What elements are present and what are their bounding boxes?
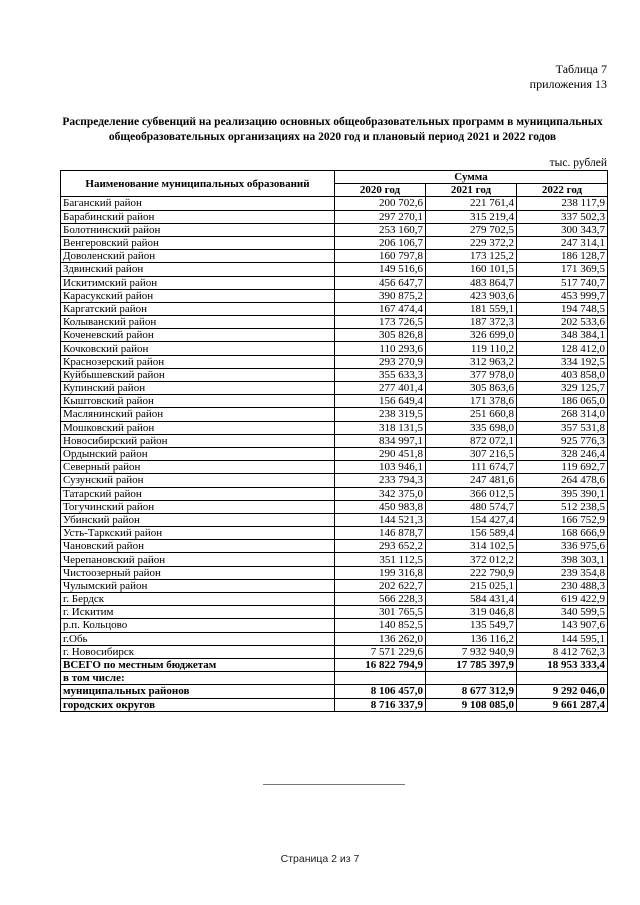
value-2022: 328 246,4 <box>517 447 608 460</box>
municipality-name: р.п. Кольцово <box>61 619 335 632</box>
value-2021: 584 431,4 <box>426 593 517 606</box>
value-2021: 173 125,2 <box>426 250 517 263</box>
value-2022: 329 125,7 <box>517 382 608 395</box>
value-2020: 290 451,8 <box>335 447 426 460</box>
value-2020: 293 652,2 <box>335 540 426 553</box>
value-2021: 872 072,1 <box>426 434 517 447</box>
municipal-districts-2020: 8 106 457,0 <box>335 685 426 698</box>
value-2020: 206 106,7 <box>335 236 426 249</box>
value-2021: 229 372,2 <box>426 236 517 249</box>
value-2020: 342 375,0 <box>335 487 426 500</box>
value-2021: 215 025,1 <box>426 579 517 592</box>
table-row <box>61 368 608 381</box>
total-2020: 16 822 794,9 <box>335 658 426 671</box>
table-row <box>61 250 608 263</box>
value-2020: 297 270,1 <box>335 210 426 223</box>
value-2020: 149 516,6 <box>335 263 426 276</box>
value-2022: 202 533,6 <box>517 316 608 329</box>
table-row <box>61 513 608 526</box>
value-2021: 7 932 940,9 <box>426 645 517 658</box>
value-2022: 925 776,3 <box>517 434 608 447</box>
municipal-districts-2021: 8 677 312,9 <box>426 685 517 698</box>
value-2020: 167 474,4 <box>335 302 426 315</box>
including-label: в том числе: <box>61 672 335 685</box>
table-row <box>61 355 608 368</box>
value-2022: 238 117,9 <box>517 197 608 210</box>
value-2022: 119 692,7 <box>517 461 608 474</box>
table-row <box>61 566 608 579</box>
table-row <box>61 474 608 487</box>
value-2020: 456 647,7 <box>335 276 426 289</box>
value-2020: 253 160,7 <box>335 223 426 236</box>
table-row <box>61 606 608 619</box>
document-title: Распределение субвенций на реализацию основных общеобразовательных программ в муниципальных общеобразовательных организациях на 2020 год и плановый период 2021 и 2022 годов <box>62 116 603 143</box>
value-2022: 619 422,9 <box>517 593 608 606</box>
value-2021: 187 372,3 <box>426 316 517 329</box>
municipality-name: Колыванский район <box>61 316 335 329</box>
value-2022: 186 065,0 <box>517 395 608 408</box>
value-2021: 305 863,6 <box>426 382 517 395</box>
appendix-number: приложения 13 <box>529 77 607 91</box>
value-2021: 312 963,2 <box>426 355 517 368</box>
column-header-2022: 2022 год <box>517 184 608 197</box>
value-2020: 293 270,9 <box>335 355 426 368</box>
municipality-name: Северный район <box>61 461 335 474</box>
municipality-name: Искитимский район <box>61 276 335 289</box>
table-row <box>61 236 608 249</box>
municipality-name: Новосибирский район <box>61 434 335 447</box>
value-2020: 301 765,5 <box>335 606 426 619</box>
municipality-name: Чистоозерный район <box>61 566 335 579</box>
total-2021: 17 785 397,9 <box>426 658 517 671</box>
value-2022: 194 748,5 <box>517 302 608 315</box>
value-2021: 335 698,0 <box>426 421 517 434</box>
value-2022: 512 238,5 <box>517 500 608 513</box>
municipality-name: Болотнинский район <box>61 223 335 236</box>
table-row <box>61 421 608 434</box>
table-row <box>61 461 608 474</box>
value-2021: 372 012,2 <box>426 553 517 566</box>
value-2022: 128 412,0 <box>517 342 608 355</box>
urban-districts-2021: 9 108 085,0 <box>426 698 517 711</box>
municipality-name: г.Обь <box>61 632 335 645</box>
value-2020: 277 401,4 <box>335 382 426 395</box>
municipality-name: Куйбышевский район <box>61 368 335 381</box>
value-2020: 103 946,1 <box>335 461 426 474</box>
value-2021: 221 761,4 <box>426 197 517 210</box>
table-row <box>61 540 608 553</box>
value-2020: 160 797,8 <box>335 250 426 263</box>
page-number: Страница 2 из 7 <box>280 853 360 865</box>
value-2021: 160 101,5 <box>426 263 517 276</box>
column-header-sum: Сумма <box>335 171 608 184</box>
table-row <box>61 632 608 645</box>
municipality-name: Убинский район <box>61 513 335 526</box>
table-row <box>61 487 608 500</box>
table-row <box>61 223 608 236</box>
table-row <box>61 210 608 223</box>
value-2022: 334 192,5 <box>517 355 608 368</box>
value-2021: 111 674,7 <box>426 461 517 474</box>
municipality-name: Татарский район <box>61 487 335 500</box>
value-2020: 199 316,8 <box>335 566 426 579</box>
urban-districts-2022: 9 661 287,4 <box>517 698 608 711</box>
value-2021: 136 116,2 <box>426 632 517 645</box>
municipality-name: Чулымский район <box>61 579 335 592</box>
footnote-divider <box>263 784 405 785</box>
value-2021: 119 110,2 <box>426 342 517 355</box>
table-row <box>61 289 608 302</box>
value-2022: 340 599,5 <box>517 606 608 619</box>
value-2020: 305 826,8 <box>335 329 426 342</box>
municipality-name: Баганский район <box>61 197 335 210</box>
table-row <box>61 593 608 606</box>
table-totals <box>61 658 608 711</box>
municipality-name: Черепановский район <box>61 553 335 566</box>
value-2020: 355 633,3 <box>335 368 426 381</box>
subvention-table <box>60 170 608 712</box>
municipal-districts-label: муниципальных районов <box>61 685 335 698</box>
value-2022: 247 314,1 <box>517 236 608 249</box>
value-2020: 144 521,3 <box>335 513 426 526</box>
table-row <box>61 329 608 342</box>
municipality-name: Сузунский район <box>61 474 335 487</box>
value-2021: 279 702,5 <box>426 223 517 236</box>
value-2020: 136 262,0 <box>335 632 426 645</box>
value-2020: 173 726,5 <box>335 316 426 329</box>
value-2021: 315 219,4 <box>426 210 517 223</box>
municipality-name: Доволенский район <box>61 250 335 263</box>
value-2022: 453 999,7 <box>517 289 608 302</box>
table-row <box>61 408 608 421</box>
table-row <box>61 645 608 658</box>
value-2021: 319 046,8 <box>426 606 517 619</box>
municipality-name: Мошковский район <box>61 421 335 434</box>
value-2021: 154 427,4 <box>426 513 517 526</box>
value-2020: 450 983,8 <box>335 500 426 513</box>
value-2021: 377 978,0 <box>426 368 517 381</box>
value-2022: 403 858,0 <box>517 368 608 381</box>
municipality-name: Чановский район <box>61 540 335 553</box>
table-row <box>61 579 608 592</box>
value-2022: 357 531,8 <box>517 421 608 434</box>
value-2021: 483 864,7 <box>426 276 517 289</box>
value-2022: 268 314,0 <box>517 408 608 421</box>
table-row <box>61 302 608 315</box>
table-row <box>61 263 608 276</box>
value-2020: 200 702,6 <box>335 197 426 210</box>
municipality-name: Барабинский район <box>61 210 335 223</box>
value-2021: 222 790,9 <box>426 566 517 579</box>
municipality-name: Коченевский район <box>61 329 335 342</box>
value-2022: 8 412 762,3 <box>517 645 608 658</box>
table-row <box>61 395 608 408</box>
value-2022: 337 502,3 <box>517 210 608 223</box>
value-2022: 517 740,7 <box>517 276 608 289</box>
column-header-name: Наименование муниципальных образований <box>61 171 335 197</box>
table-row <box>61 434 608 447</box>
total-label: ВСЕГО по местным бюджетам <box>61 658 335 671</box>
value-2022: 171 369,5 <box>517 263 608 276</box>
value-2022: 395 390,1 <box>517 487 608 500</box>
value-2021: 366 012,5 <box>426 487 517 500</box>
value-2020: 202 622,7 <box>335 579 426 592</box>
municipality-name: Тогучинский район <box>61 500 335 513</box>
municipality-name: Карасукский район <box>61 289 335 302</box>
municipality-name: Маслянинский район <box>61 408 335 421</box>
value-2020: 140 852,5 <box>335 619 426 632</box>
municipality-name: Кочковский район <box>61 342 335 355</box>
column-header-2021: 2021 год <box>426 184 517 197</box>
value-2021: 247 481,6 <box>426 474 517 487</box>
value-2022: 398 303,1 <box>517 553 608 566</box>
value-2022: 239 354,8 <box>517 566 608 579</box>
municipality-name: Кыштовский район <box>61 395 335 408</box>
value-2021: 181 559,1 <box>426 302 517 315</box>
value-2021: 480 574,7 <box>426 500 517 513</box>
value-2021: 251 660,8 <box>426 408 517 421</box>
value-2021: 171 378,6 <box>426 395 517 408</box>
municipality-name: Ордынский район <box>61 447 335 460</box>
value-2020: 834 997,1 <box>335 434 426 447</box>
municipality-name: г. Новосибирск <box>61 645 335 658</box>
table-row <box>61 527 608 540</box>
value-2020: 390 875,2 <box>335 289 426 302</box>
value-2022: 144 595,1 <box>517 632 608 645</box>
column-header-2020: 2020 год <box>335 184 426 197</box>
value-2020: 110 293,6 <box>335 342 426 355</box>
value-2022: 348 384,1 <box>517 329 608 342</box>
table-row <box>61 382 608 395</box>
value-2022: 264 478,6 <box>517 474 608 487</box>
table-number: Таблица 7 <box>555 62 607 76</box>
value-2020: 7 571 229,6 <box>335 645 426 658</box>
value-2022: 186 128,7 <box>517 250 608 263</box>
value-2022: 143 907,6 <box>517 619 608 632</box>
urban-districts-label: городских округов <box>61 698 335 711</box>
table-row <box>61 342 608 355</box>
table-body <box>61 197 608 659</box>
municipality-name: Усть-Таркский район <box>61 527 335 540</box>
value-2022: 336 975,6 <box>517 540 608 553</box>
urban-districts-row <box>61 698 608 711</box>
value-2020: 318 131,5 <box>335 421 426 434</box>
urban-districts-2020: 8 716 337,9 <box>335 698 426 711</box>
table-row <box>61 276 608 289</box>
municipal-districts-row <box>61 685 608 698</box>
value-2021: 423 903,6 <box>426 289 517 302</box>
table-row <box>61 500 608 513</box>
value-2022: 300 343,7 <box>517 223 608 236</box>
value-2021: 326 699,0 <box>426 329 517 342</box>
municipality-name: г. Бердск <box>61 593 335 606</box>
total-2022: 18 953 333,4 <box>517 658 608 671</box>
value-2021: 314 102,5 <box>426 540 517 553</box>
municipality-name: Каргатский район <box>61 302 335 315</box>
value-2020: 238 319,5 <box>335 408 426 421</box>
table-row <box>61 316 608 329</box>
municipality-name: г. Искитим <box>61 606 335 619</box>
table-row <box>61 197 608 210</box>
units-label: тыс. рублей <box>549 157 607 169</box>
value-2022: 166 752,9 <box>517 513 608 526</box>
table-row <box>61 447 608 460</box>
value-2020: 566 228,3 <box>335 593 426 606</box>
value-2020: 351 112,5 <box>335 553 426 566</box>
value-2020: 233 794,3 <box>335 474 426 487</box>
municipal-districts-2022: 9 292 046,0 <box>517 685 608 698</box>
municipality-name: Купинский район <box>61 382 335 395</box>
municipality-name: Здвинский район <box>61 263 335 276</box>
municipality-name: Венгеровский район <box>61 236 335 249</box>
table-row <box>61 619 608 632</box>
including-row <box>61 672 608 685</box>
value-2022: 168 666,9 <box>517 527 608 540</box>
value-2022: 230 488,3 <box>517 579 608 592</box>
table-row <box>61 553 608 566</box>
value-2021: 156 589,4 <box>426 527 517 540</box>
municipality-name: Краснозерский район <box>61 355 335 368</box>
value-2021: 135 549,7 <box>426 619 517 632</box>
value-2020: 146 878,7 <box>335 527 426 540</box>
value-2021: 307 216,5 <box>426 447 517 460</box>
total-row <box>61 658 608 671</box>
value-2020: 156 649,4 <box>335 395 426 408</box>
